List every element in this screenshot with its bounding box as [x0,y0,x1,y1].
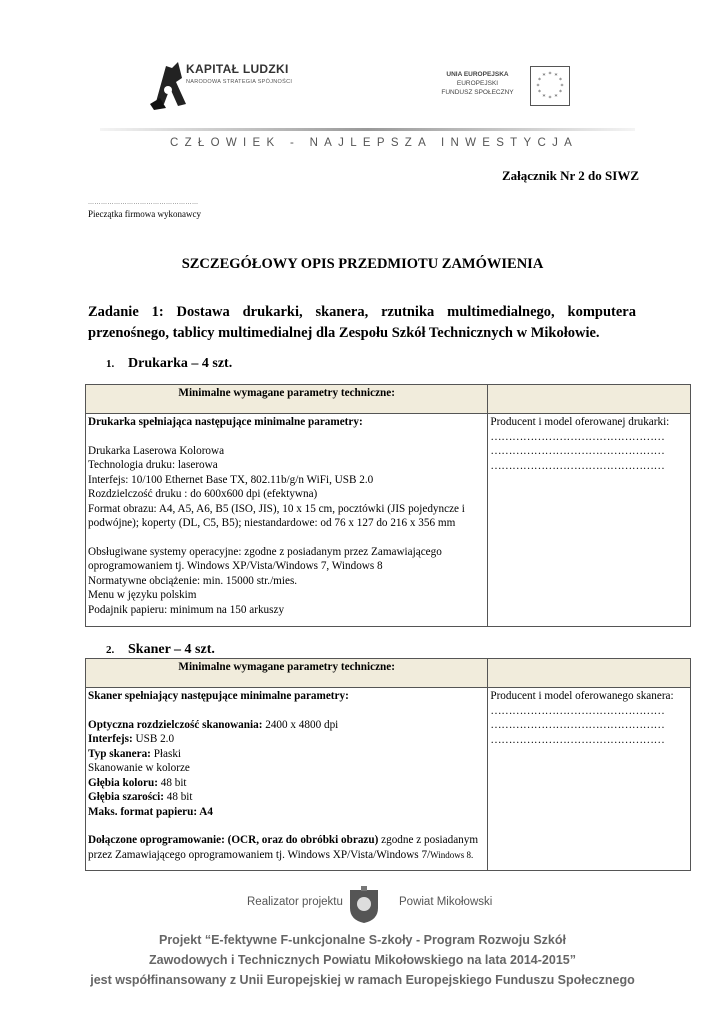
svg-text:*: * [542,93,546,101]
footer-project-text: Projekt “E-fektywne F-unkcjonalne S-zkoły - Program Rozwoju Szkół Zawodowych i Technicznych Powiatu Mikołowskiego na lata 2014-2015” jest współfinansowany z Unii Europejskiej w ramach Europejskiego Funduszu Społecznego [90,933,635,987]
eu-flag-icon [530,66,570,106]
printer-producer-cell[interactable]: Producent i model oferowanej drukarki: ………………………………………… ………………………………………… ………………………………………… [488,414,691,627]
realizator-label: Realizator projektu [247,896,343,908]
task-description: Zadanie 1: Dostawa drukarki, skanera, rzutnika multimedialnego, komputera przenośnego, tablicy multimedialnej dla Zespołu Szkół Technicznych w Mikołowie. [88,304,636,341]
section-2-title: 2. Skaner – 4 szt. [106,642,215,657]
svg-text:*: * [536,83,540,90]
stamp-dots: …………………………………………… [88,200,199,206]
svg-text:*: * [538,77,541,84]
svg-text:*: * [559,77,562,84]
printer-params-cell: Drukarka spełniająca następujące minimalne parametry: Drukarka Laserowa Kolorowa Technologia druku: laserowa Interfejs: 10/100 Ethernet Base TX, 802.11b/g/n WiFi, USB 2.0 Rozdzielczość druku : do 600x600 dpi (efektywna) Format obrazu: A4, A5, A6, B5 (ISO, JIS), 10 x 15 cm, pocztówki (JIS pojedyncze i podwójne); koperty (DL, C5, B5); niestandardowe: od 76 x 127 do 216 x 356 mm Obsługiwane systemy operacyjne: zgodne z posiadanym przez Zamawiającego oprogramowaniem tj. Windows XP/Vista/Windows 7, Windows 8 Normatywne obciążenie: min. 15000 str./mies. Menu w języku polskim Podajnik papieru: minimum na 150 arkuszy [86,414,488,627]
svg-text:*: * [554,93,558,101]
slogan: CZŁOWIEK - NAJLEPSZA INWESTYCJA [170,137,579,149]
svg-text:*: * [542,72,546,80]
kapital-ludzki-title: KAPITAŁ LUDZKI [186,62,289,76]
scanner-table-header: Minimalne wymagane parametry techniczne: [86,659,488,688]
ue-logo-text: UNIA EUROPEJSKA EUROPEJSKI FUNDUSZ SPOŁECZNY [441,71,514,96]
svg-text:*: * [559,89,562,96]
printer-spec-table [85,384,691,627]
scanner-params-cell: Skaner spełniający następujące minimalne parametry: Optyczna rozdzielczość skanowania: 2400 x 4800 dpi Interfejs: USB 2.0 Typ skanera: Płaski Skanowanie w kolorze Głębia koloru: 48 bit Głębia szarości: 48 bit Maks. format papieru: A4 Dołączone oprogramowanie: (OCR, oraz do obróbki obrazu) zgodne z posiadanym przez Zamawiającego oprogramowaniem tj. Windows XP/Vista/Windows 7/Windows 8. [86,688,488,871]
slogan-divider [100,128,635,131]
printer-table-header-empty [488,385,691,414]
svg-text:*: * [560,83,564,90]
svg-text:*: * [548,95,552,102]
powiat-crest-icon [348,886,380,924]
document-title: SZCZEGÓŁOWY OPIS PRZEDMIOTU ZAMÓWIENIA [181,256,544,272]
attachment-label: Załącznik Nr 2 do SIWZ [501,168,639,183]
stamp-label: Pieczątka firmowa wykonawcy [88,209,201,219]
kapital-ludzki-subtitle: NARODOWA STRATEGIA SPÓJNOŚCI [186,79,293,85]
svg-text:*: * [538,89,541,96]
section-1-title: 1. Drukarka – 4 szt. [106,356,233,371]
printer-table-header: Minimalne wymagane parametry techniczne: [86,385,488,414]
scanner-producer-cell[interactable]: Producent i model oferowanego skanera: ………………………………………… ………………………………………… ………………………………………… [488,688,691,871]
scanner-table-header-empty [488,659,691,688]
scanner-spec-table [85,658,691,871]
powiat-label: Powiat Mikołowski [399,896,493,908]
svg-text:*: * [554,72,558,80]
svg-text:*: * [548,71,552,78]
